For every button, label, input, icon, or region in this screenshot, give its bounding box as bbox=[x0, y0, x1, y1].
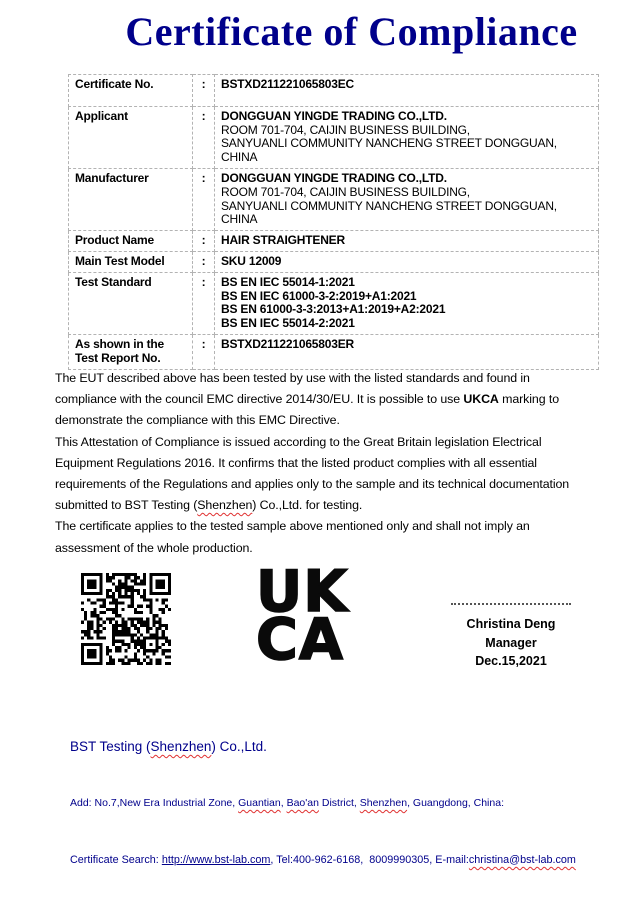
table-row bbox=[69, 231, 599, 252]
row-value-line: ROOM 701-704, CAIJIN BUSINESS BUILDING, bbox=[221, 184, 470, 199]
text-segment: This Attestation of Compliance is issued according to the Great Britain legislation Electrical Equipment Regulations 2016. It confirms that the listed product complies with all essential requirements of the Regulations and applies only to the sample and its technical documentation submitted to BST Testing ( bbox=[55, 434, 570, 513]
text-segment: ) Co.,Ltd. for testing. bbox=[252, 498, 363, 513]
ukca-logo-line2: CA bbox=[256, 607, 344, 673]
row-value-line: DONGGUAN YINGDE TRADING CO.,LTD. bbox=[221, 108, 447, 123]
row-value bbox=[215, 334, 599, 369]
certificate-table-body bbox=[69, 75, 599, 370]
qr-code bbox=[81, 573, 171, 665]
misspelled-word: Shenzhen bbox=[197, 498, 253, 513]
row-label: Applicant bbox=[69, 106, 193, 168]
misspelled-word: Bao'an bbox=[286, 797, 319, 809]
text-segment: The certificate applies to the tested sample above mentioned only and shall not imply an assessment of the whole production. bbox=[55, 519, 530, 555]
signatory-name: Christina Deng bbox=[466, 617, 556, 631]
text-segment: , bbox=[280, 797, 287, 809]
row-label: Main Test Model bbox=[69, 251, 193, 272]
row-label: Certificate No. bbox=[69, 75, 193, 107]
row-value-line: BS EN IEC 55014-2:2021 bbox=[221, 316, 355, 331]
table-row bbox=[69, 75, 599, 107]
row-separator: : bbox=[193, 272, 215, 334]
text-segment: ) Co.,Ltd. bbox=[211, 739, 267, 754]
row-value-line: HAIR STRAIGHTENER bbox=[221, 233, 345, 248]
row-separator: : bbox=[193, 251, 215, 272]
signatory-title: Manager bbox=[485, 635, 537, 650]
row-value-line: BS EN IEC 55014-1:2021 bbox=[221, 274, 355, 289]
ukca-logo-line1: UK bbox=[256, 559, 349, 625]
row-value-line: CHINA bbox=[221, 212, 258, 227]
row-value bbox=[215, 168, 599, 230]
row-value-line: SANYUANLI COMMUNITY NANCHENG STREET DONGGUAN, bbox=[221, 136, 557, 151]
row-separator: : bbox=[193, 75, 215, 107]
misspelled-word: Shenzhen bbox=[150, 739, 212, 754]
row-separator: : bbox=[193, 106, 215, 168]
text-segment: UKCA bbox=[463, 392, 499, 407]
row-value-line: BS EN IEC 61000-3-2:2019+A1:2021 bbox=[221, 288, 417, 303]
table-row bbox=[69, 251, 599, 272]
row-separator: : bbox=[193, 168, 215, 230]
compliance-paragraph-2 bbox=[55, 432, 590, 517]
certificate-body bbox=[55, 368, 590, 559]
row-value-line: BSTXD211221065803ER bbox=[221, 336, 354, 351]
row-value-line: CHINA bbox=[221, 150, 258, 165]
table-row bbox=[69, 106, 599, 168]
compliance-paragraph-3 bbox=[55, 516, 590, 558]
certificate-details-table bbox=[68, 74, 599, 370]
row-label: Test Standard bbox=[69, 272, 193, 334]
compliance-paragraph-1 bbox=[55, 368, 590, 432]
text-segment: , Guangdong, China: bbox=[407, 797, 504, 809]
row-separator: : bbox=[193, 334, 215, 369]
text-segment: , Tel:400-962-6168, 8009990305, E-mail: bbox=[270, 854, 469, 866]
ukca-logo bbox=[256, 559, 349, 673]
table-row bbox=[69, 334, 599, 369]
row-label: As shown in the Test Report No. bbox=[69, 334, 193, 369]
row-value-line: SANYUANLI COMMUNITY NANCHENG STREET DONGGUAN, bbox=[221, 198, 557, 213]
text-segment: District, bbox=[318, 797, 360, 809]
misspelled-word: Guantian bbox=[238, 797, 281, 809]
lab-address bbox=[70, 797, 576, 809]
row-separator: : bbox=[193, 231, 215, 252]
row-label: Manufacturer bbox=[69, 168, 193, 230]
row-value-line: DONGGUAN YINGDE TRADING CO.,LTD. bbox=[221, 170, 447, 185]
table-row bbox=[69, 168, 599, 230]
misspelled-word: christina@bst-lab.com bbox=[468, 854, 576, 866]
lab-contact-line bbox=[70, 854, 576, 866]
row-value bbox=[215, 272, 599, 334]
text-segment: marking to demonstrate the compliance with this EMC Directive. bbox=[55, 392, 559, 428]
signature-block bbox=[447, 603, 575, 671]
certificate-title: Certificate of Compliance bbox=[125, 9, 578, 54]
certificate-search-link[interactable]: http://www.bst-lab.com bbox=[161, 854, 271, 866]
text-segment: Certificate Search: bbox=[70, 854, 162, 866]
row-label: Product Name bbox=[69, 231, 193, 252]
text-segment: Add: No.7,New Era Industrial Zone, bbox=[70, 797, 239, 809]
text-segment: BST Testing ( bbox=[70, 739, 151, 754]
row-value-line: BSTXD211221065803EC bbox=[221, 77, 354, 91]
row-value bbox=[215, 106, 599, 168]
misspelled-word: Shenzhen bbox=[359, 797, 408, 809]
row-value bbox=[215, 75, 599, 107]
table-row bbox=[69, 272, 599, 334]
row-value-line: SKU 12009 bbox=[221, 253, 282, 268]
row-value-line: ROOM 701-704, CAIJIN BUSINESS BUILDING, bbox=[221, 122, 470, 137]
row-value-line: BS EN 61000-3-3:2013+A1:2019+A2:2021 bbox=[221, 302, 446, 317]
row-value bbox=[215, 231, 599, 252]
text-segment: The EUT described above has been tested by use with the listed standards and found in compliance with the council EMC directive 2014/30/EU. It is possible to use bbox=[55, 371, 530, 407]
signature-date: Dec.15,2021 bbox=[475, 654, 547, 668]
signature-dotted-line bbox=[451, 603, 571, 605]
lab-company-name bbox=[70, 739, 576, 754]
qr-code-image bbox=[81, 573, 171, 665]
footer bbox=[70, 703, 576, 902]
row-value bbox=[215, 251, 599, 272]
